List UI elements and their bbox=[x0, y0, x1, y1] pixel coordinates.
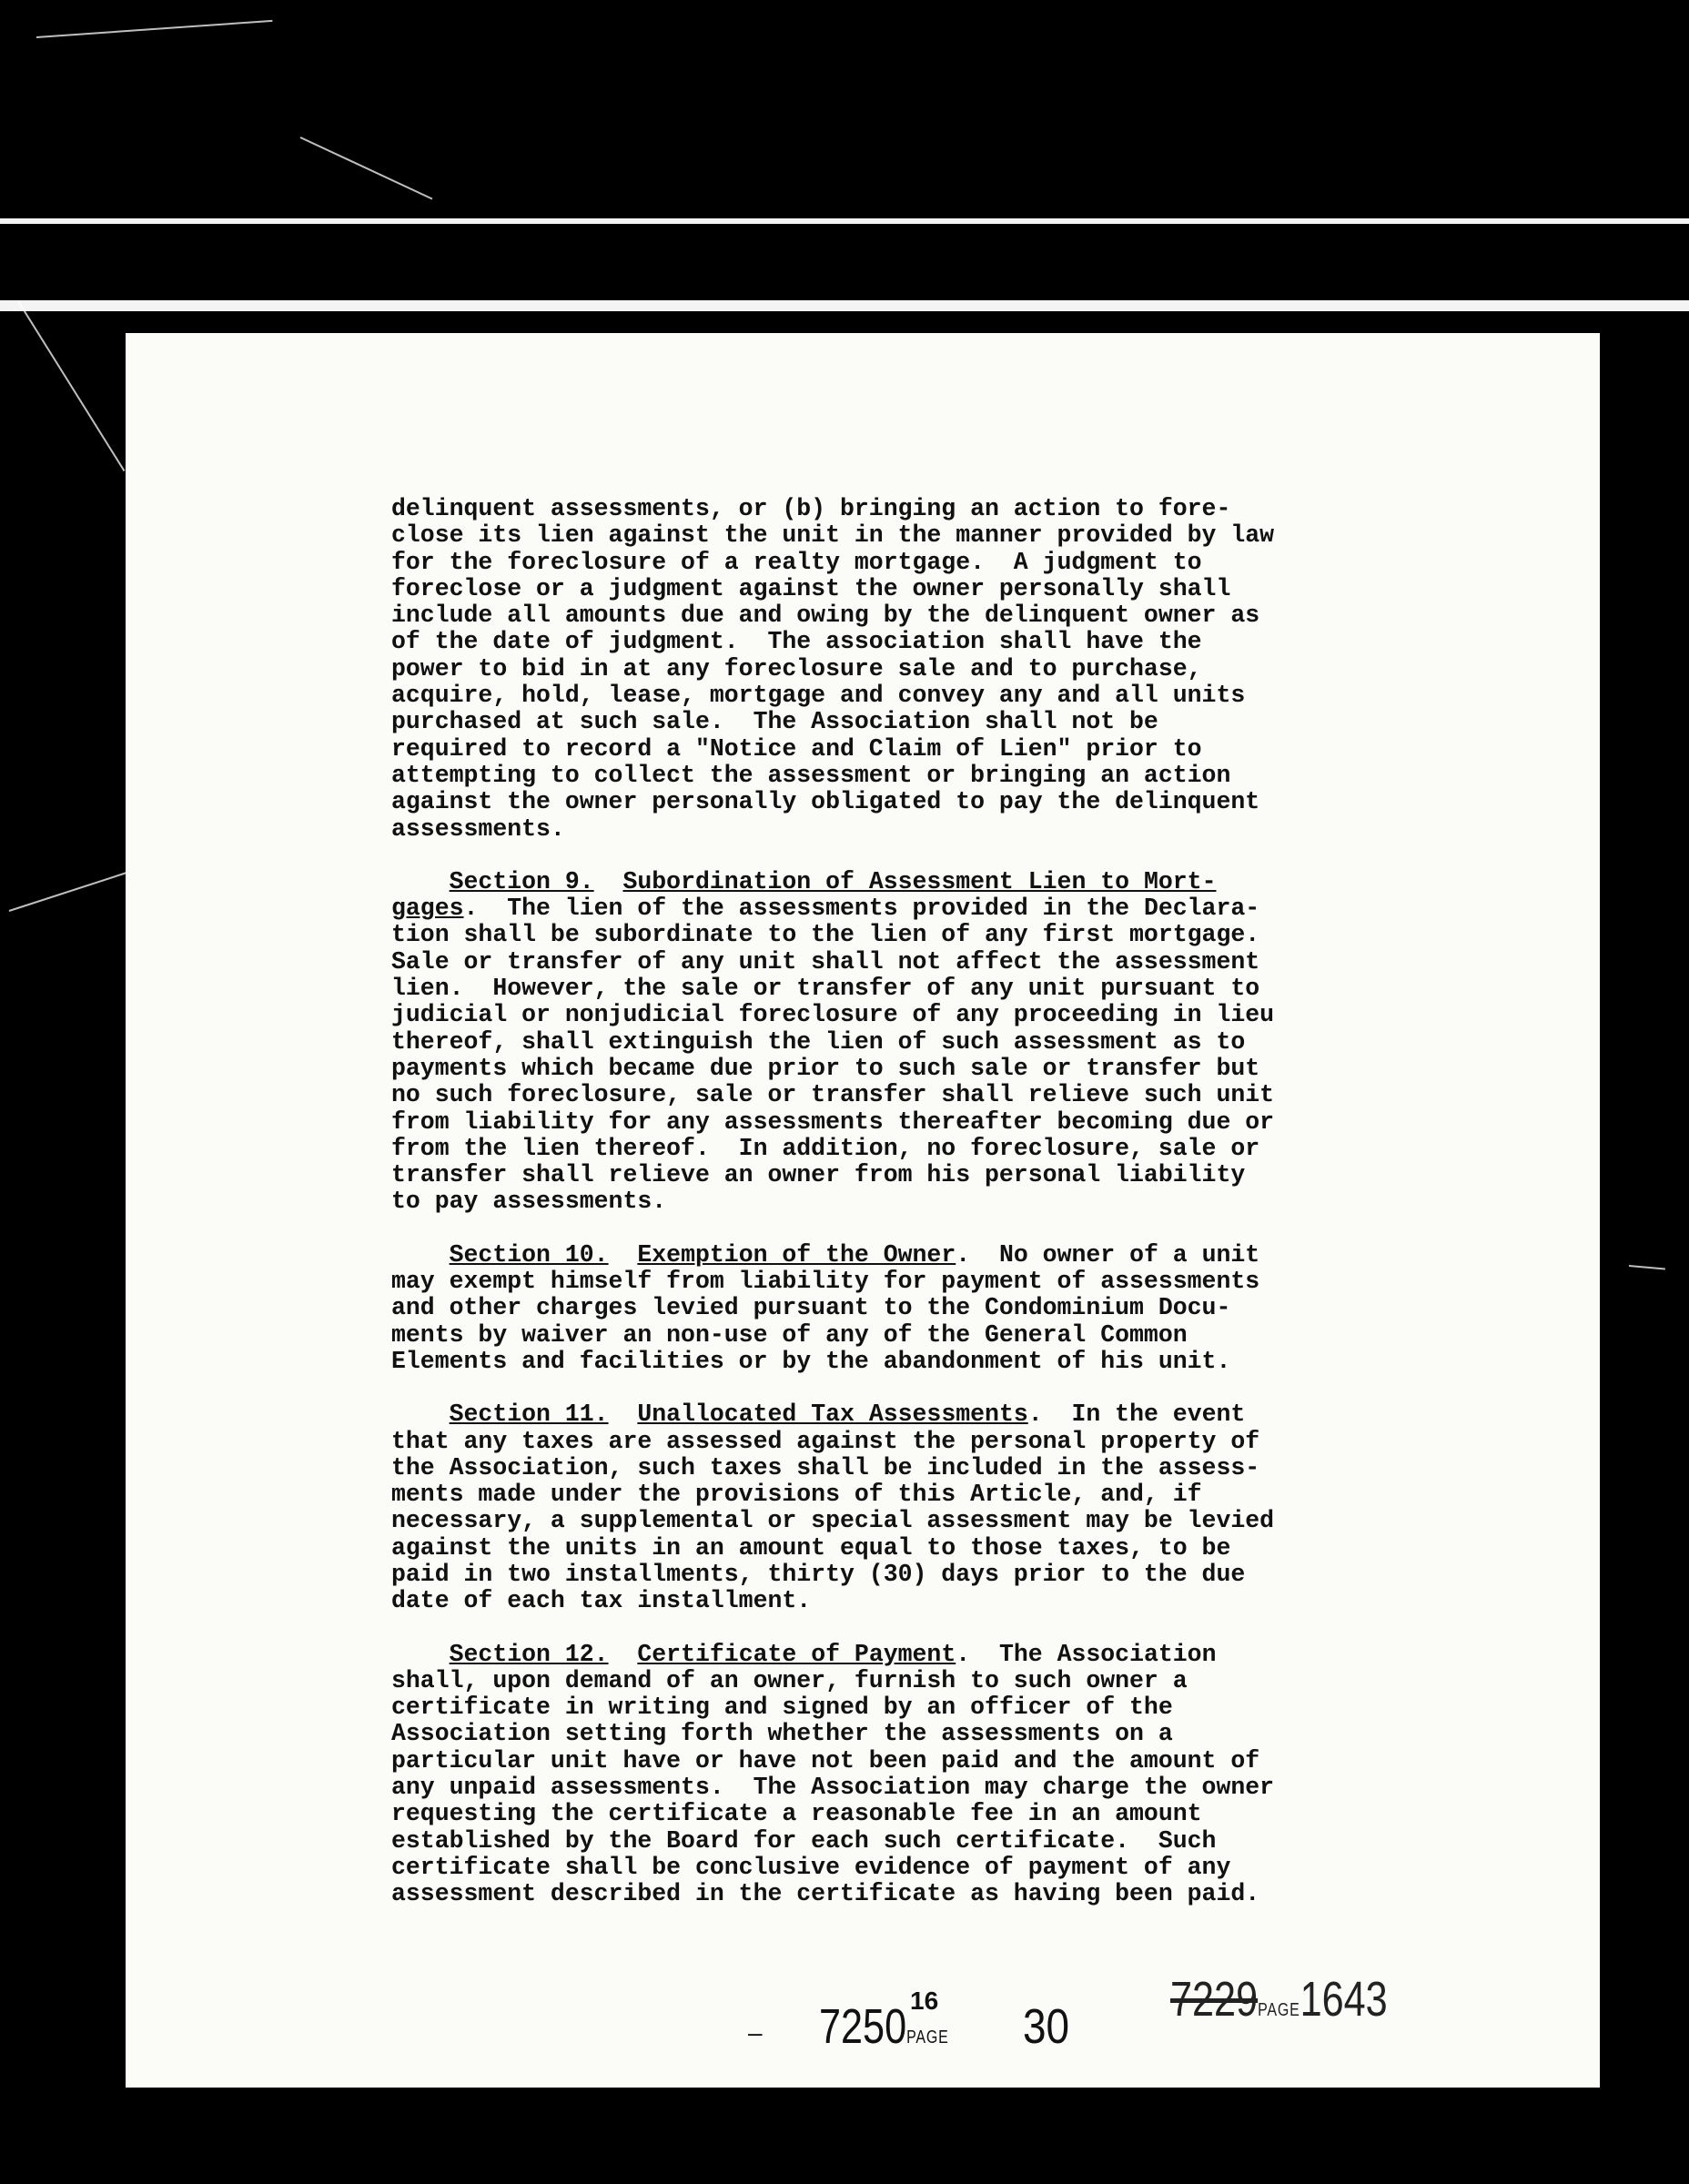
book-page-number: 30 bbox=[1023, 1999, 1070, 2054]
scan-scratch bbox=[9, 871, 131, 912]
text-line: include all amounts due and owing by the delinquent owner as bbox=[391, 602, 1260, 630]
text-line: purchased at such sale. The Association shall not be bbox=[391, 708, 1158, 736]
scan-scratch bbox=[17, 300, 125, 471]
section-9 bbox=[391, 869, 1483, 1216]
book-page-stamp bbox=[819, 1998, 949, 2055]
old-page-label: PAGE bbox=[1258, 2000, 1300, 2020]
section-label: Section 9. bbox=[449, 867, 594, 895]
text-line: against the units in an amount equal to those taxes, to be bbox=[391, 1533, 1231, 1562]
text-line: required to record a "Notice and Claim of Lien" prior to bbox=[391, 734, 1202, 763]
text-line: any unpaid assessments. The Association may charge the owner bbox=[391, 1774, 1275, 1802]
footer-dash: – bbox=[748, 2018, 763, 2047]
text-line: date of each tax installment. bbox=[391, 1587, 812, 1615]
text-line: Association setting forth whether the assessments on a bbox=[391, 1720, 1173, 1748]
text-line: certificate shall be conclusive evidence of payment of any bbox=[391, 1853, 1231, 1881]
old-book-page-stamp bbox=[1170, 1971, 1388, 2027]
section-title-cont: gages bbox=[391, 895, 464, 923]
section-title: Subordination of Assessment Lien to Mort- bbox=[622, 867, 1217, 895]
text-line: that any taxes are assessed against the personal property of bbox=[391, 1427, 1260, 1455]
section-label: Section 11. bbox=[449, 1400, 609, 1429]
text-line: the Association, such taxes shall be included in the assess- bbox=[391, 1453, 1260, 1481]
text-line: assessments. bbox=[391, 814, 565, 843]
section-title: Unallocated Tax Assessments bbox=[637, 1400, 1028, 1429]
section-heading-line: Section 11. Unallocated Tax Assessments. In the event bbox=[449, 1400, 1246, 1429]
text-line: for the foreclosure of a realty mortgage. A judgment to bbox=[391, 548, 1202, 576]
text-line: delinquent assessments, or (b) bringing an action to fore- bbox=[391, 495, 1231, 522]
text-line: necessary, a supplemental or special assessment may be levied bbox=[391, 1507, 1275, 1535]
section-first-line-text: The Association bbox=[998, 1640, 1217, 1668]
scan-scratch bbox=[300, 136, 433, 199]
text-line: foreclose or a judgment against the owner personally shall bbox=[391, 574, 1231, 602]
section-first-line-text: The lien of the assessments provided in the Declara- bbox=[507, 895, 1260, 923]
text-line: ments by waiver an non-use of any of the General Common bbox=[391, 1320, 1188, 1349]
text-line: against the owner personally obligated to pay the delinquent bbox=[391, 788, 1260, 816]
scan-edge-line bbox=[0, 218, 1689, 224]
section-label: Section 10. bbox=[449, 1240, 609, 1269]
text-line: particular unit have or have not been paid and the amount of bbox=[391, 1746, 1260, 1774]
old-book-page: 1643 bbox=[1300, 1972, 1388, 2027]
text-line: tion shall be subordinate to the lien of any first mortgage. bbox=[391, 921, 1260, 949]
page-number: 16 bbox=[910, 1987, 939, 2015]
text-line: close its lien against the unit in the manner provided by law bbox=[391, 521, 1275, 550]
text-line: from liability for any assessments thereafter becoming due or bbox=[391, 1107, 1275, 1136]
scan-scratch bbox=[36, 20, 273, 38]
text-line: paid in two installments, thirty (30) days prior to the due bbox=[391, 1560, 1246, 1588]
text-line: power to bid in at any foreclosure sale and to purchase, bbox=[391, 654, 1202, 682]
section-heading-line: Section 12. Certificate of Payment. The Association bbox=[449, 1640, 1217, 1668]
section-title: Exemption of the Owner bbox=[637, 1240, 956, 1269]
text-line: requesting the certificate a reasonable fee in an amount bbox=[391, 1800, 1202, 1828]
text-line: ments made under the provisions of this Article, and, if bbox=[391, 1481, 1202, 1509]
text-line: may exempt himself from liability for payment of assessments bbox=[391, 1268, 1260, 1296]
text-line: shall, upon demand of an owner, furnish to such owner a bbox=[391, 1666, 1188, 1694]
section-label: Section 12. bbox=[449, 1640, 609, 1668]
section-first-line-text: No owner of a unit bbox=[998, 1240, 1260, 1269]
text-line: acquire, hold, lease, mortgage and convey any and all units bbox=[391, 682, 1246, 710]
section-heading-line bbox=[391, 869, 1483, 895]
page-label: PAGE bbox=[906, 2027, 949, 2048]
section-12 bbox=[391, 1642, 1483, 1908]
old-book-number: 7229 bbox=[1170, 1972, 1259, 2027]
text-line: of the date of judgment. The association shall have the bbox=[391, 628, 1202, 656]
text-line: Sale or transfer of any unit shall not affect the assessment bbox=[391, 947, 1260, 976]
text-line: judicial or nonjudicial foreclosure of any proceeding in lieu bbox=[391, 1001, 1275, 1029]
scan-scratch bbox=[1629, 1265, 1665, 1269]
text-line: attempting to collect the assessment or bringing an action bbox=[391, 761, 1231, 789]
text-line: from the lien thereof. In addition, no foreclosure, sale or bbox=[391, 1134, 1260, 1162]
text-line: certificate in writing and signed by an officer of the bbox=[391, 1694, 1173, 1722]
text-line: assessment described in the certificate as having been paid. bbox=[391, 1880, 1260, 1908]
section-title: Certificate of Payment bbox=[637, 1640, 956, 1668]
section-11 bbox=[391, 1401, 1483, 1614]
section-heading-cont-line: gages. The lien of the assessments provided in the Declara- bbox=[391, 895, 1260, 923]
text-line: transfer shall relieve an owner from his personal liability bbox=[391, 1161, 1246, 1189]
scan-edge-line bbox=[0, 300, 1689, 311]
text-line: established by the Board for each such certificate. Such bbox=[391, 1826, 1217, 1855]
text-line: lien. However, the sale or transfer of any unit pursuant to bbox=[391, 975, 1260, 1003]
section-10 bbox=[391, 1242, 1483, 1375]
paragraph-continuation bbox=[391, 496, 1483, 843]
text-line: and other charges levied pursuant to the Condominium Docu- bbox=[391, 1294, 1231, 1322]
document-body bbox=[391, 496, 1483, 1935]
text-line: payments which became due prior to such sale or transfer but bbox=[391, 1054, 1260, 1082]
section-first-line-text: In the event bbox=[1071, 1400, 1246, 1429]
text-line: Elements and facilities or by the abandonment of his unit. bbox=[391, 1347, 1231, 1375]
text-line: to pay assessments. bbox=[391, 1188, 667, 1216]
text-line: thereof, shall extinguish the lien of such assessment as to bbox=[391, 1027, 1246, 1056]
text-line: no such foreclosure, sale or transfer shall relieve such unit bbox=[391, 1081, 1275, 1109]
section-heading-line: Section 10. Exemption of the Owner. No owner of a unit bbox=[449, 1240, 1260, 1269]
book-number: 7250 bbox=[819, 1999, 907, 2054]
